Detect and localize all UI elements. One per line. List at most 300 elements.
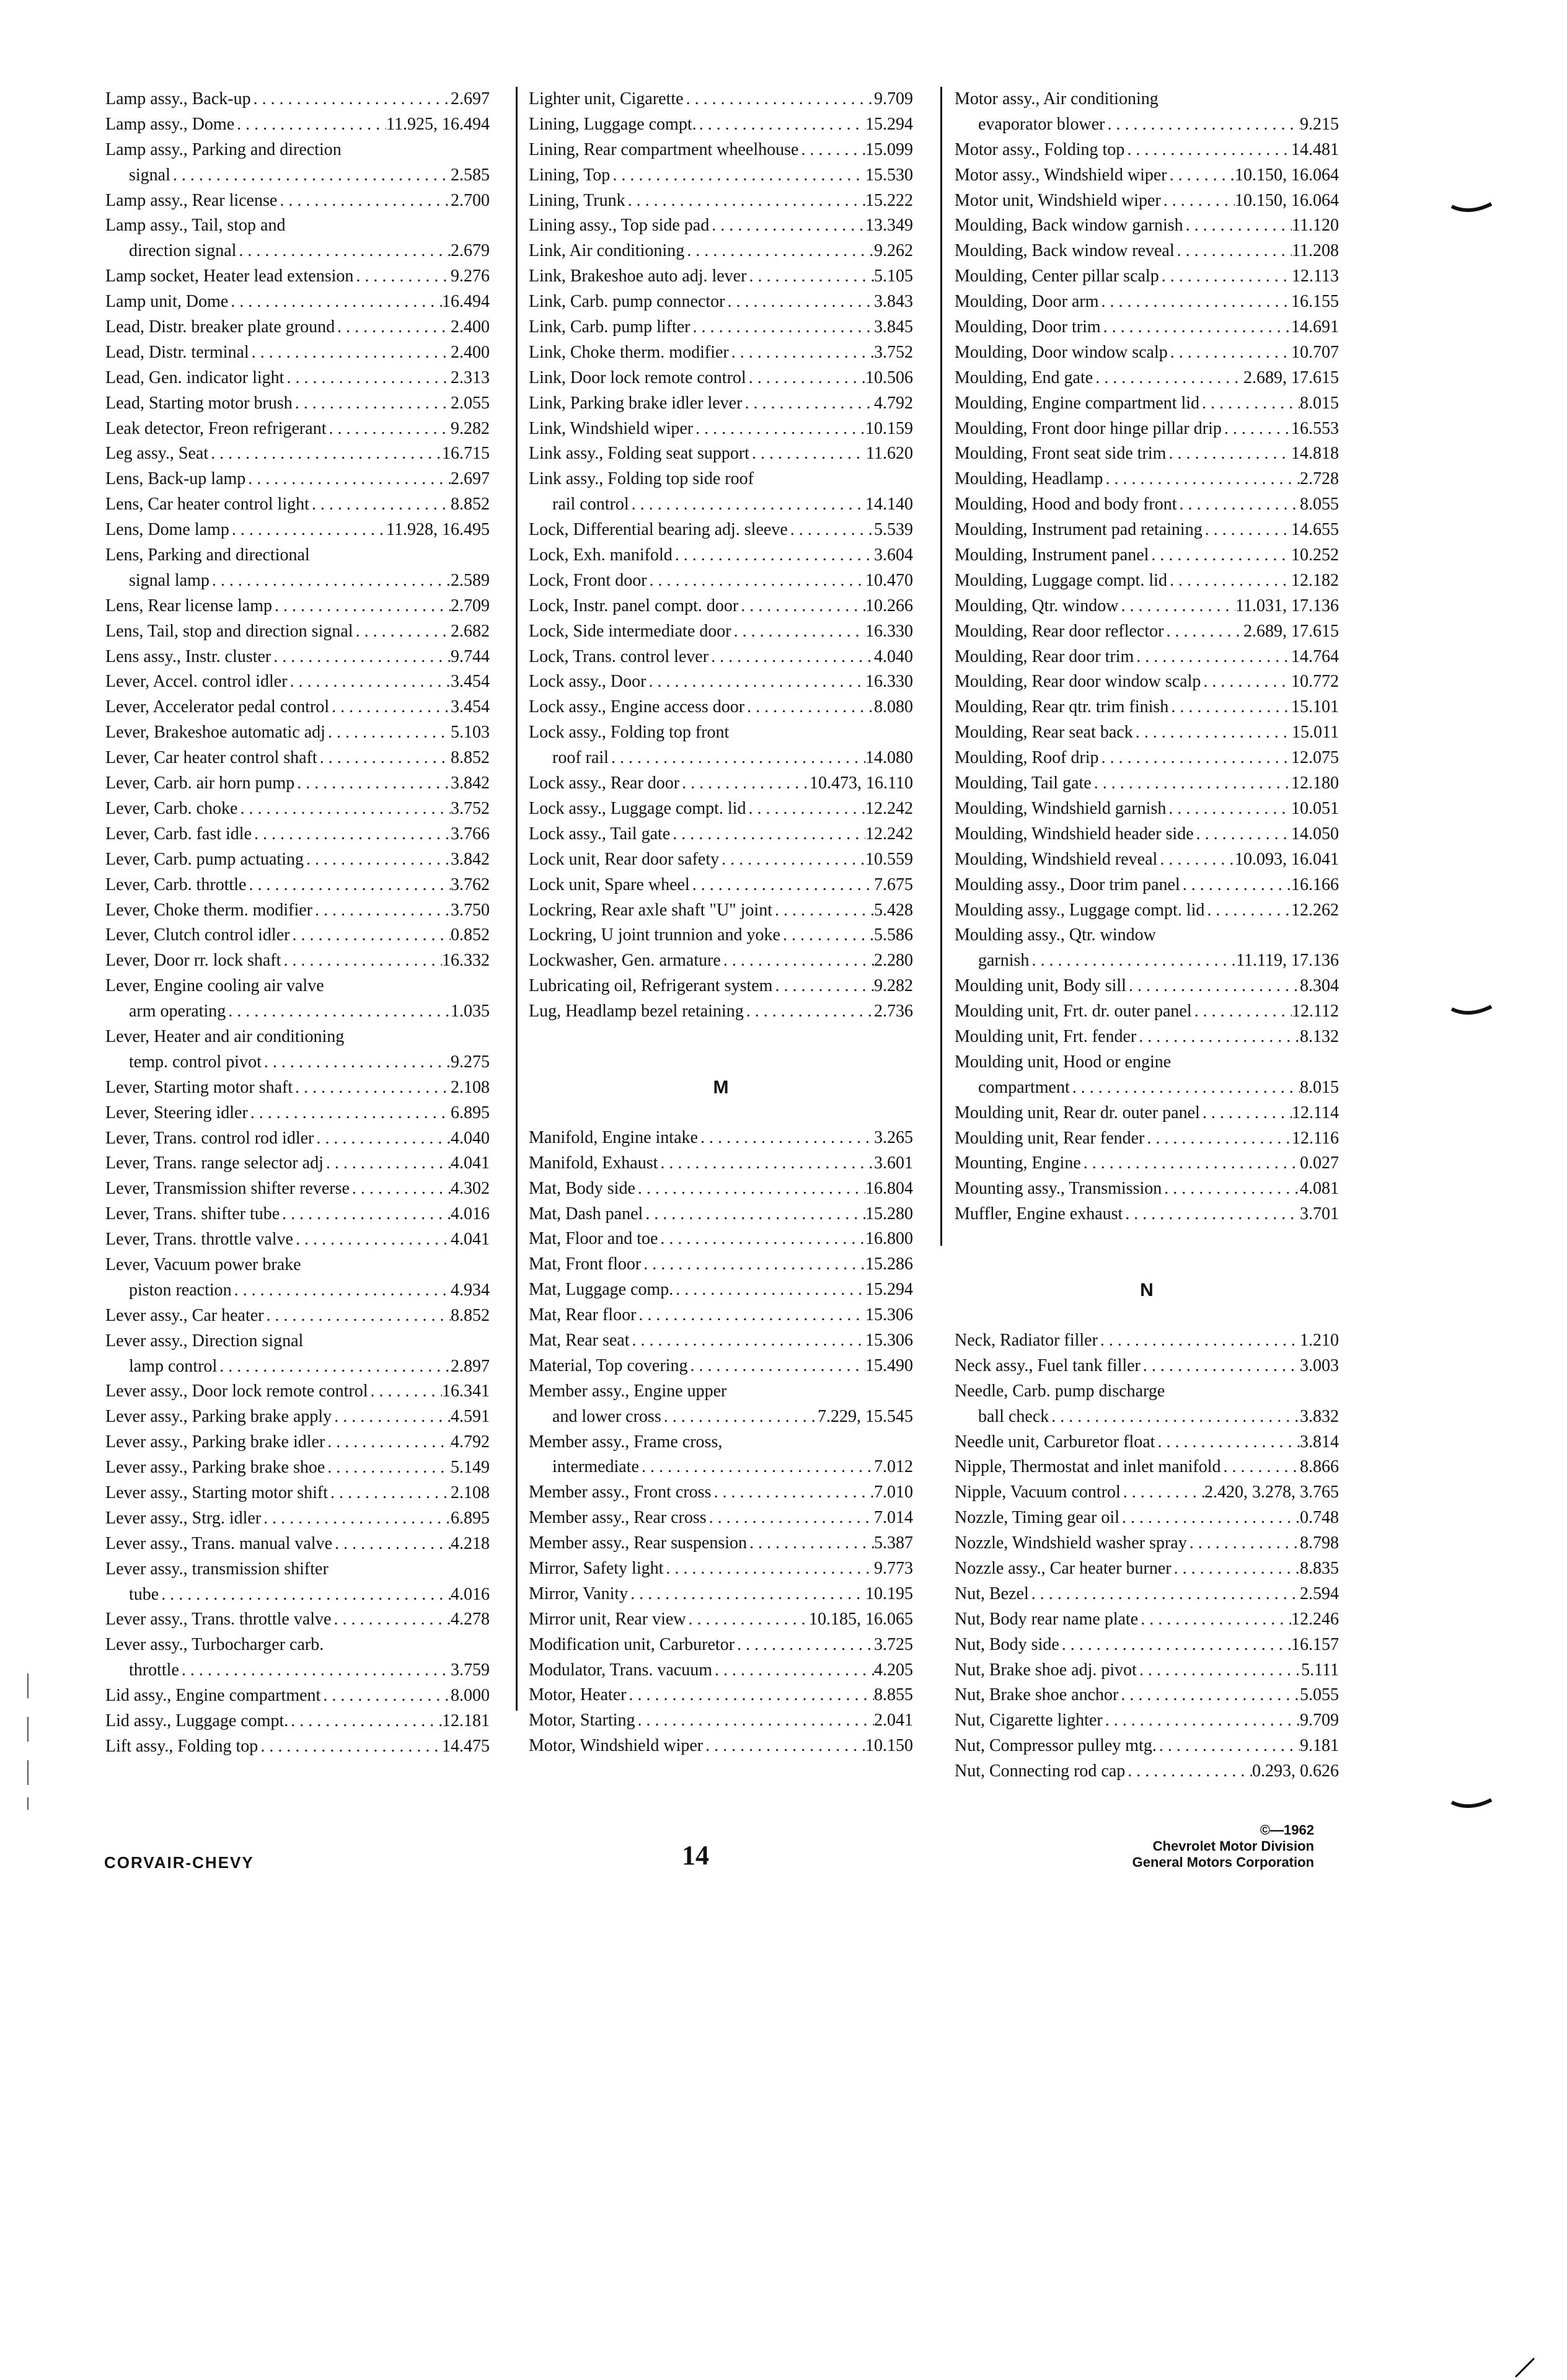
entry-name: Moulding, Engine compartment lid	[955, 393, 1200, 413]
entry-name: Lever, Door rr. lock shaft	[105, 951, 281, 971]
leader-dots	[658, 1151, 874, 1176]
leader-dots	[280, 1202, 451, 1227]
index-entry	[105, 1151, 490, 1176]
index-entry	[105, 1557, 490, 1582]
entry-page-ref: 8.852	[451, 495, 490, 514]
entry-page-ref: 5.387	[874, 1533, 913, 1553]
leader-dots	[641, 1252, 865, 1277]
entry-page-ref: 3.454	[451, 672, 490, 692]
entry-page-ref: 10.150, 16.064	[1235, 165, 1339, 185]
index-entry	[105, 1050, 490, 1075]
index-entry	[105, 1025, 490, 1050]
index-entry	[105, 695, 490, 720]
leader-dots	[693, 416, 865, 442]
entry-name: Mat, Body side	[529, 1178, 635, 1198]
entry-page-ref: 12.114	[1292, 1103, 1339, 1122]
leader-dots	[159, 1582, 451, 1608]
index-entry	[105, 1607, 490, 1633]
entry-page-ref: 3.762	[451, 875, 490, 894]
index-entry	[955, 1404, 1339, 1430]
entry-page-ref: 0.852	[451, 925, 490, 945]
entry-name: Lens, Tail, stop and direction signal	[105, 621, 353, 641]
entry-name: Motor, Starting	[529, 1711, 635, 1730]
entry-page-ref: 10.506	[865, 368, 913, 387]
index-entry	[529, 441, 913, 467]
entry-page-ref: 3.750	[451, 900, 490, 920]
entry-name: Lever, Trans. throttle valve	[105, 1230, 293, 1250]
entry-name: Mirror, Vanity	[529, 1584, 629, 1603]
leader-dots	[1121, 1480, 1204, 1505]
index-entry	[955, 1480, 1339, 1505]
leader-dots	[1098, 1328, 1300, 1354]
leader-dots	[262, 1050, 451, 1075]
leader-dots	[1162, 1176, 1300, 1202]
leader-dots	[647, 568, 865, 594]
leader-dots	[246, 873, 451, 898]
entry-name: Lamp assy., Parking and direction	[105, 139, 342, 159]
entry-name: direction signal	[129, 241, 237, 261]
entry-page-ref: 2.420, 3.278, 3.765	[1204, 1483, 1339, 1502]
entry-page-ref: 2.108	[451, 1077, 490, 1097]
entry-name: Modulator, Trans. vacuum	[529, 1660, 712, 1680]
index-entry	[955, 948, 1339, 974]
entry-page-ref: 3.832	[1300, 1406, 1339, 1426]
index-entry	[955, 138, 1339, 163]
entry-name: Lever assy., Parking brake apply	[105, 1407, 332, 1427]
entry-page-ref: 15.099	[865, 139, 913, 159]
leader-dots	[252, 822, 451, 847]
leader-dots	[1168, 340, 1291, 366]
leader-dots	[325, 720, 451, 746]
leader-dots	[1093, 366, 1243, 391]
entry-name: Nozzle, Timing gear oil	[955, 1508, 1119, 1528]
index-entry	[955, 619, 1339, 645]
entry-page-ref: 4.205	[874, 1660, 913, 1680]
entry-page-ref: 10.473, 16.110	[810, 774, 913, 793]
entry-name: Moulding, Front seat side trim	[955, 444, 1167, 464]
entry-page-ref: 2.709	[451, 596, 490, 615]
leader-dots	[210, 568, 451, 594]
index-entry	[105, 213, 490, 239]
entry-page-ref: 15.280	[865, 1204, 913, 1223]
entry-name: Moulding unit, Hood or engine	[955, 1052, 1172, 1072]
entry-name: Lever, Accelerator pedal control	[105, 697, 330, 717]
leader-dots	[610, 163, 865, 188]
entry-name: Link, Brakeshoe auto adj. lever	[529, 267, 747, 286]
entry-page-ref: 12.075	[1291, 748, 1339, 768]
leader-dots	[1149, 543, 1291, 568]
index-entry	[955, 543, 1339, 568]
leader-dots	[1175, 239, 1292, 264]
leader-dots	[293, 391, 451, 416]
entry-name: Lead, Starting motor brush	[105, 393, 293, 413]
entry-page-ref: 1.210	[1300, 1330, 1339, 1350]
entry-name: Nut, Connecting rod cap	[955, 1761, 1126, 1781]
entry-page-ref: 3.842	[451, 849, 490, 869]
entry-page-ref: 4.081	[1300, 1179, 1339, 1199]
entry-name: Moulding, Rear door window scalp	[955, 672, 1201, 692]
entry-page-ref: 3.766	[451, 824, 490, 844]
entry-name: Lens, Rear license lamp	[105, 596, 273, 615]
entry-page-ref: 16.157	[1291, 1634, 1339, 1654]
leader-dots	[635, 1176, 865, 1202]
leader-dots	[293, 1227, 451, 1253]
leader-dots	[673, 1277, 865, 1303]
index-entry	[955, 87, 1339, 112]
entry-name: Lock assy., Door	[529, 672, 647, 692]
index-entry	[529, 594, 913, 619]
entry-name: Moulding unit, Rear fender	[955, 1128, 1145, 1148]
entry-page-ref: 11.208	[1292, 241, 1339, 261]
entry-page-ref: 16.494	[442, 292, 490, 312]
entry-page-ref: 10.559	[865, 849, 913, 869]
footer-copyright-block	[1066, 1822, 1314, 1871]
leader-dots	[698, 1126, 874, 1151]
entry-page-ref: 16.332	[442, 951, 490, 971]
leader-dots	[1172, 1556, 1300, 1582]
leader-dots	[687, 1354, 865, 1379]
leader-dots	[1092, 771, 1291, 796]
entry-name: signal lamp	[129, 570, 210, 590]
leader-dots	[1167, 163, 1235, 188]
index-entry	[105, 163, 490, 188]
index-entry	[105, 1532, 490, 1557]
entry-page-ref: 5.103	[451, 723, 490, 743]
index-entry	[955, 1354, 1339, 1379]
index-entry	[105, 1582, 490, 1608]
entry-page-ref: 3.003	[1300, 1355, 1339, 1375]
entry-name: Moulding, Door trim	[955, 317, 1101, 337]
index-entry	[529, 1455, 913, 1480]
index-entry	[955, 1202, 1339, 1227]
binding-mark-3	[1450, 1797, 1494, 1816]
entry-name: Lever, Carb. air horn pump	[105, 774, 295, 793]
entry-page-ref: 16.330	[865, 672, 913, 692]
leader-dots	[744, 999, 874, 1025]
index-entry	[955, 492, 1339, 518]
leader-dots	[746, 796, 865, 822]
entry-page-ref: 4.016	[451, 1204, 490, 1224]
leader-dots	[237, 796, 451, 822]
index-entry	[529, 518, 913, 543]
leader-dots	[288, 1709, 442, 1734]
entry-page-ref: 11.120	[1292, 216, 1339, 236]
entry-page-ref: 0.748	[1300, 1508, 1339, 1528]
leader-dots	[679, 771, 810, 796]
leader-dots	[749, 441, 866, 467]
entry-page-ref: 8.855	[874, 1685, 913, 1705]
entry-name: Moulding, Windshield header side	[955, 824, 1194, 844]
index-entry	[955, 771, 1339, 796]
entry-name: Modification unit, Carburetor	[529, 1634, 735, 1654]
leader-dots	[329, 695, 451, 720]
entry-name: Motor assy., Folding top	[955, 139, 1125, 159]
entry-page-ref: 8.015	[1300, 1077, 1339, 1097]
index-entry	[955, 746, 1339, 771]
index-entry	[529, 1480, 913, 1505]
entry-page-ref: 3.842	[451, 774, 490, 793]
entry-page-ref: 8.015	[1300, 393, 1339, 413]
entry-page-ref: 8.055	[1300, 495, 1339, 514]
index-entry	[105, 594, 490, 619]
entry-name: Lock assy., Folding top front	[529, 723, 730, 743]
entry-name: Link, Carb. pump lifter	[529, 317, 691, 337]
index-entry	[955, 1658, 1339, 1683]
index-entry	[529, 1176, 913, 1202]
index-column-2	[529, 87, 913, 1759]
leader-dots	[707, 1505, 874, 1531]
entry-name: Moulding, Qtr. window	[955, 596, 1119, 615]
leader-dots	[288, 669, 451, 695]
leader-dots	[332, 1404, 451, 1430]
entry-page-ref: 8.080	[874, 697, 913, 717]
leader-dots	[1180, 873, 1291, 898]
entry-page-ref: 16.553	[1291, 418, 1339, 438]
index-entry	[955, 1582, 1339, 1607]
leader-dots	[234, 112, 386, 138]
index-entry	[105, 1633, 490, 1658]
entry-page-ref: 9.276	[451, 267, 490, 286]
entry-name: Lug, Headlamp bezel retaining	[529, 1002, 744, 1021]
index-entry	[529, 1252, 913, 1277]
entry-name: Moulding assy., Luggage compt. lid	[955, 900, 1205, 920]
leader-dots	[747, 1531, 874, 1556]
index-entry	[529, 467, 913, 492]
entry-page-ref: 12.113	[1292, 267, 1339, 286]
entry-page-ref: 3.845	[874, 317, 913, 337]
leader-dots	[1177, 492, 1300, 518]
entry-name: Mat, Floor and toe	[529, 1229, 658, 1249]
entry-page-ref: 4.934	[451, 1280, 490, 1300]
index-entry	[529, 568, 913, 594]
entry-page-ref: 14.080	[865, 748, 913, 768]
leader-dots	[1105, 112, 1300, 138]
entry-name: lamp control	[129, 1356, 218, 1376]
leader-dots	[1199, 391, 1300, 416]
leader-dots	[208, 441, 442, 467]
leader-dots	[1119, 1505, 1300, 1531]
leader-dots	[780, 923, 874, 948]
index-entry	[105, 1455, 490, 1481]
entry-name: Material, Top covering	[529, 1355, 688, 1375]
leader-dots	[643, 1202, 865, 1227]
leader-dots	[1101, 315, 1291, 340]
leader-dots	[1103, 1708, 1300, 1734]
entry-page-ref: 2.697	[451, 469, 490, 489]
index-entry	[529, 619, 913, 645]
index-entry	[105, 1404, 490, 1430]
entry-page-ref: 2.679	[451, 241, 490, 261]
leader-dots	[1144, 1126, 1292, 1152]
entry-name: Lever assy., Door lock remote control	[105, 1382, 368, 1401]
index-entry	[529, 1556, 913, 1582]
entry-name: Moulding assy., Door trim panel	[955, 875, 1180, 894]
leader-dots	[625, 188, 865, 214]
entry-name: Lid assy., Luggage compt.	[105, 1711, 289, 1730]
leader-dots	[636, 1303, 865, 1328]
index-entry	[955, 340, 1339, 366]
leader-dots	[670, 822, 865, 847]
index-entry	[529, 746, 913, 771]
index-entry	[955, 568, 1339, 594]
entry-page-ref: 2.400	[451, 342, 490, 362]
entry-page-ref: 16.341	[442, 1382, 490, 1401]
entry-page-ref: 3.604	[874, 545, 913, 565]
index-entry	[955, 366, 1339, 391]
leader-dots	[772, 898, 874, 923]
leader-dots	[628, 1582, 865, 1607]
index-entry	[529, 974, 913, 999]
index-entry	[529, 87, 913, 112]
index-entry	[105, 112, 490, 138]
entry-name: Lever assy., Car heater	[105, 1305, 264, 1325]
leader-dots	[236, 239, 451, 264]
leader-dots	[312, 898, 451, 923]
leader-dots	[251, 87, 451, 112]
entry-name: Lock, Trans. control lever	[529, 646, 709, 666]
index-entry	[955, 1151, 1339, 1176]
entry-page-ref: 10.093, 16.041	[1235, 849, 1339, 869]
entry-name: Link, Door lock remote control	[529, 368, 746, 387]
index-entry	[955, 1126, 1339, 1152]
entry-page-ref: 4.218	[451, 1533, 490, 1553]
leader-dots	[1134, 645, 1291, 670]
entry-page-ref: 10.772	[1291, 672, 1339, 692]
entry-page-ref: 14.691	[1291, 317, 1339, 337]
leader-dots	[325, 1430, 451, 1455]
index-entry	[529, 163, 913, 188]
leader-dots	[1059, 1633, 1291, 1658]
entry-name: Mat, Luggage comp.	[529, 1280, 674, 1300]
entry-name: Moulding unit, Frt. fender	[955, 1026, 1137, 1046]
index-entry	[955, 441, 1339, 467]
leader-dots	[289, 923, 451, 948]
index-entry	[955, 1633, 1339, 1658]
entry-name: Lock, Side intermediate door	[529, 621, 731, 641]
entry-page-ref: 3.752	[874, 342, 913, 362]
corporation-line: General Motors Corporation	[1132, 1854, 1314, 1870]
entry-page-ref: 8.304	[1300, 976, 1339, 996]
entry-name: Lens, Car heater control light	[105, 495, 309, 514]
entry-name: Link assy., Folding top side roof	[529, 469, 754, 489]
entry-page-ref: 2.697	[451, 89, 490, 108]
entry-page-ref: 9.275	[451, 1052, 490, 1072]
leader-dots	[261, 1506, 451, 1532]
entry-page-ref: 12.262	[1291, 900, 1339, 920]
leader-dots	[281, 948, 442, 974]
index-entry	[529, 796, 913, 822]
index-entry	[955, 1607, 1339, 1633]
leader-dots	[320, 1683, 451, 1709]
index-entry	[955, 239, 1339, 264]
entry-name: Link, Choke therm. modifier	[529, 342, 729, 362]
leader-dots	[317, 746, 451, 771]
index-entry	[955, 1430, 1339, 1455]
leader-dots	[1203, 518, 1291, 543]
leader-dots	[1168, 695, 1291, 720]
index-entry	[105, 264, 490, 289]
entry-page-ref: 8.000	[451, 1686, 490, 1706]
scan-mark-ticks	[25, 1673, 31, 1810]
leader-dots	[661, 1404, 818, 1430]
entry-name: ball check	[978, 1406, 1049, 1426]
entry-name: Lock, Exh. manifold	[529, 545, 673, 565]
index-entry	[529, 543, 913, 568]
entry-name: Leak detector, Freon refrigerant	[105, 418, 327, 438]
leader-dots	[1222, 416, 1291, 442]
index-entry	[955, 898, 1339, 923]
entry-name: Moulding, Front door hinge pillar drip	[955, 418, 1222, 438]
index-entry	[105, 847, 490, 873]
leader-dots	[1200, 1101, 1292, 1126]
entry-page-ref: 7.012	[874, 1457, 913, 1477]
leader-dots	[353, 264, 451, 289]
leader-dots	[719, 847, 865, 873]
index-entry	[529, 289, 913, 315]
entry-name: Moulding, Back window reveal	[955, 241, 1175, 261]
entry-name: Lamp assy., Dome	[105, 114, 235, 134]
entry-name: Lamp unit, Dome	[105, 292, 229, 312]
leader-dots	[353, 619, 451, 645]
index-entry	[529, 1734, 913, 1759]
binding-mark-1	[1450, 201, 1494, 220]
leader-dots	[1141, 1354, 1300, 1379]
entry-page-ref: 4.041	[451, 1153, 490, 1173]
column-divider-left	[516, 87, 518, 1711]
entry-name: Lever, Transmission shifter reverse	[105, 1179, 350, 1199]
entry-name: Moulding, Tail gate	[955, 774, 1092, 793]
index-entry	[955, 1328, 1339, 1354]
leader-dots	[271, 645, 451, 670]
entry-name: Lever, Choke therm. modifier	[105, 900, 312, 920]
entry-page-ref: 15.490	[865, 1355, 913, 1375]
entry-page-ref: 2.728	[1300, 469, 1339, 489]
entry-name: Moulding, Rear door reflector	[955, 621, 1164, 641]
index-entry	[529, 1607, 913, 1633]
entry-name: Lockring, Rear axle shaft "U" joint	[529, 900, 772, 920]
entry-page-ref: 5.055	[1300, 1685, 1339, 1705]
index-entry	[105, 1329, 490, 1354]
entry-page-ref: 9.282	[874, 976, 913, 996]
entry-name: Member assy., Rear suspension	[529, 1533, 748, 1553]
entry-page-ref: 8.132	[1300, 1026, 1339, 1046]
entry-name: Moulding, Door window scalp	[955, 342, 1168, 362]
entry-page-ref: 12.180	[1291, 774, 1339, 793]
index-entry	[529, 695, 913, 720]
leader-dots	[324, 1151, 451, 1176]
index-entry	[955, 1556, 1339, 1582]
leader-dots	[328, 1481, 451, 1506]
index-entry	[955, 1531, 1339, 1556]
entry-name: Lock, Front door	[529, 570, 647, 590]
leader-dots	[350, 1176, 451, 1202]
entry-name: Mounting assy., Transmission	[955, 1179, 1162, 1199]
entry-name: Lens assy., Instr. cluster	[105, 646, 271, 666]
entry-name: Lever assy., Parking brake shoe	[105, 1458, 325, 1478]
entry-page-ref: 14.140	[865, 495, 913, 514]
index-entry	[529, 923, 913, 948]
index-entry	[529, 340, 913, 366]
entry-page-ref: 10.159	[865, 418, 913, 438]
entry-name: Link, Parking brake idler lever	[529, 393, 743, 413]
entry-name: Lever, Vacuum power brake	[105, 1254, 301, 1274]
index-entry	[955, 467, 1339, 492]
entry-page-ref: 15.286	[865, 1254, 913, 1274]
entry-name: Mirror, Safety light	[529, 1558, 664, 1578]
index-entry	[955, 974, 1339, 999]
leader-dots	[1081, 1151, 1300, 1176]
entry-page-ref: 15.294	[865, 1280, 913, 1300]
